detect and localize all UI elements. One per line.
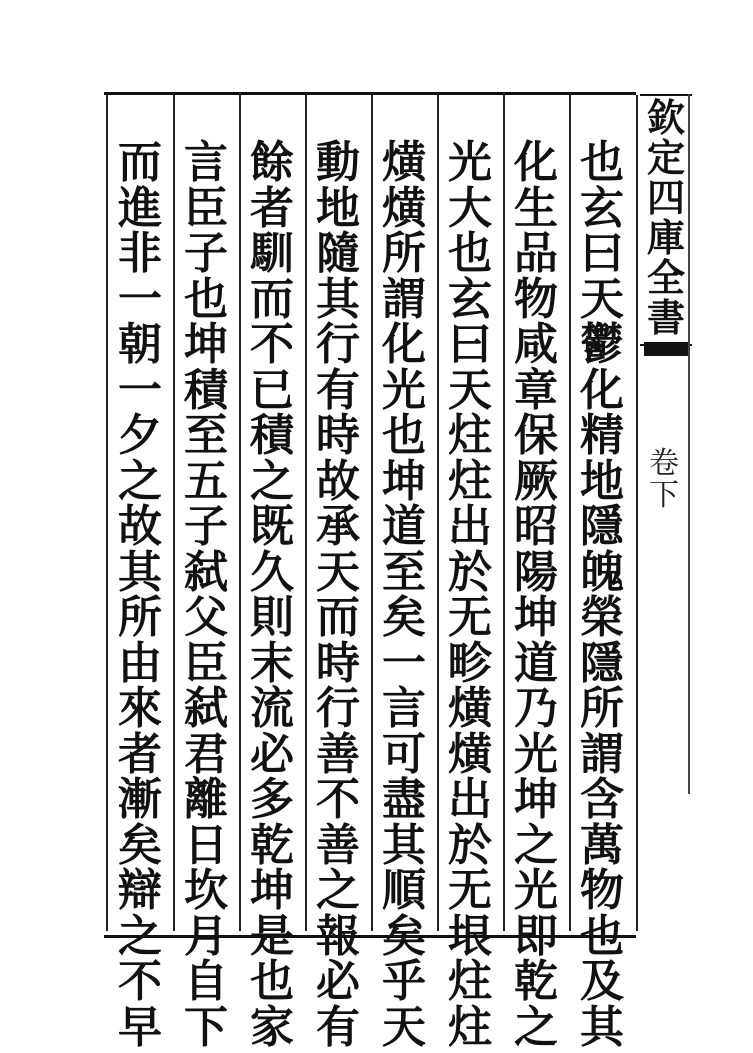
column-rule <box>636 95 638 931</box>
margin-title <box>640 95 692 340</box>
volume-label-text: 卷 下 <box>649 446 679 513</box>
text-column-content: 光 大 也 玄 曰 天 炷 炷 出 於 无 畛 熿 熿 出 於 无 垠 炷 炷 <box>448 137 492 1053</box>
text-column <box>571 137 633 1053</box>
text-column <box>307 137 369 1053</box>
text-column <box>373 137 435 1053</box>
text-column <box>505 137 567 1053</box>
text-column <box>175 137 237 1053</box>
column-rule <box>106 95 108 931</box>
text-column-content: 也 玄 曰 天 鬱 化 精 地 隱 魄 榮 隱 所 謂 含 萬 物 也 及 其 <box>580 137 624 1053</box>
text-column <box>109 137 171 1053</box>
margin-rule <box>688 94 690 794</box>
text-column-content: 熿 熿 所 謂 化 光 也 坤 道 至 矣 一 言 可 盡 其 順 矣 乎 天 <box>382 137 426 1053</box>
text-column <box>439 137 501 1053</box>
text-column <box>241 137 303 1053</box>
text-column-content: 餘 者 馴 而 不 已 積 之 既 久 則 末 流 必 多 乾 坤 是 也 家 <box>250 137 294 1053</box>
volume-label <box>644 448 684 512</box>
fish-tail-mark <box>644 342 690 356</box>
margin-title-text: 欽 定 四 庫 全 書 <box>646 95 685 340</box>
text-column-content: 化 生 品 物 咸 章 保 厥 昭 陽 坤 道 乃 光 坤 之 光 即 乾 之 <box>514 137 558 1053</box>
text-column-content: 而 進 非 一 朝 一 夕 之 故 其 所 由 來 者 漸 矣 辯 之 不 早 <box>118 137 162 1053</box>
text-column-content: 動 地 隨 其 行 有 時 故 承 天 而 時 行 善 不 善 之 報 必 有 <box>316 137 360 1053</box>
text-column-content: 言 臣 子 也 坤 積 至 五 子 弑 父 臣 弑 君 離 日 坎 月 自 下 <box>184 137 228 1053</box>
